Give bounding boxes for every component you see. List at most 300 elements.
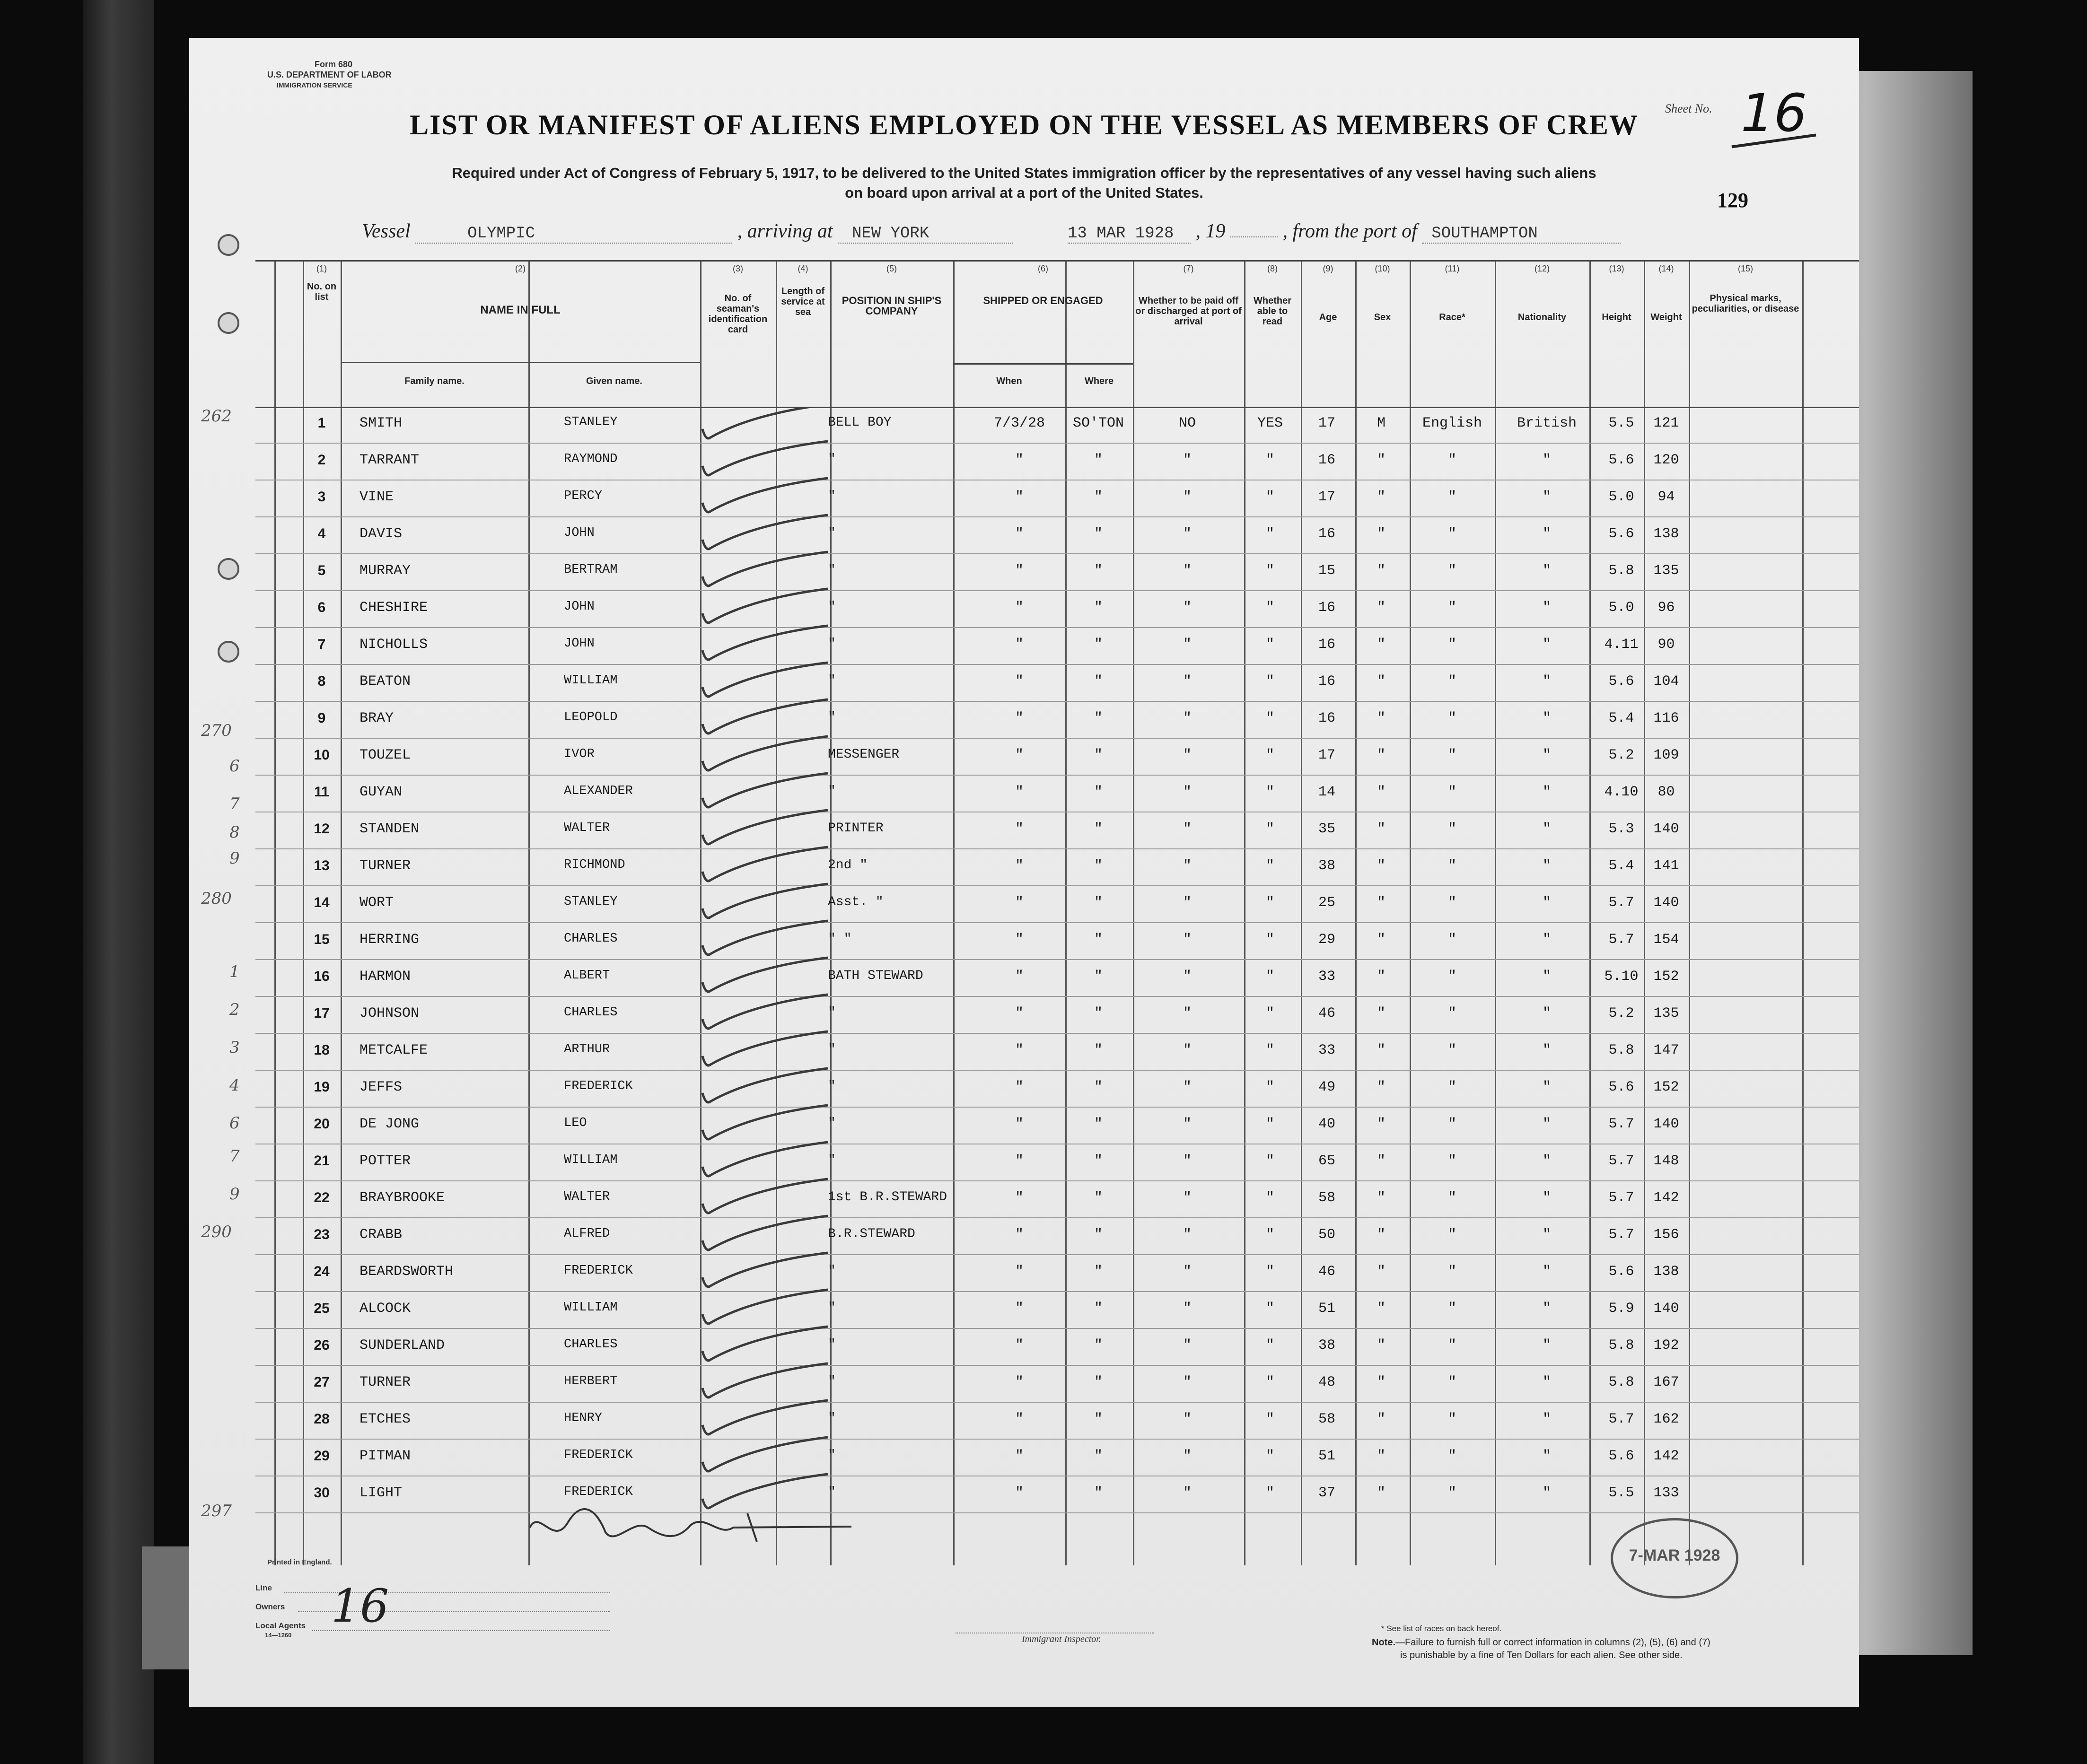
cell-wt: 152 bbox=[1653, 1079, 1679, 1095]
cell-when: " bbox=[1015, 489, 1024, 505]
cell-position: " bbox=[828, 489, 836, 504]
cell-read: " bbox=[1265, 1374, 1274, 1390]
cell-when: " bbox=[1015, 452, 1024, 468]
cell-sex: " bbox=[1377, 1337, 1385, 1354]
cell-ht: 5.2 bbox=[1608, 1005, 1634, 1022]
cell-when: " bbox=[1015, 1485, 1024, 1501]
cell-ht: 5.7 bbox=[1608, 1116, 1634, 1132]
cell-family: METCALFE bbox=[360, 1042, 428, 1058]
cell-wt: 152 bbox=[1653, 969, 1679, 985]
cell-wt: 135 bbox=[1653, 1005, 1679, 1022]
cell-paid: " bbox=[1183, 821, 1192, 837]
cell-age: 58 bbox=[1318, 1411, 1335, 1427]
table-row bbox=[255, 628, 1859, 665]
cell-position: " bbox=[828, 600, 836, 614]
cell-when: " bbox=[1015, 932, 1024, 948]
check-mark bbox=[702, 552, 828, 586]
cell-paid: " bbox=[1183, 1190, 1192, 1206]
cell-nat: " bbox=[1542, 1264, 1551, 1280]
cell-nat: " bbox=[1542, 932, 1551, 948]
table-row bbox=[255, 480, 1859, 517]
cell-nat: " bbox=[1542, 673, 1551, 690]
cell-wt: 94 bbox=[1657, 489, 1675, 505]
cell-ht: 5.7 bbox=[1608, 1227, 1634, 1243]
cell-position: " bbox=[828, 1005, 836, 1020]
cell-sex: " bbox=[1377, 1116, 1385, 1132]
stamp-date: 7-MAR 1928 bbox=[1629, 1546, 1720, 1564]
cell-ht: 5.8 bbox=[1608, 563, 1634, 579]
cell-family: GUYAN bbox=[360, 784, 403, 800]
binder-hole bbox=[218, 234, 239, 256]
cell-wt: 154 bbox=[1653, 932, 1679, 948]
header-top-rule bbox=[255, 260, 1859, 262]
cell-read: YES bbox=[1257, 415, 1283, 431]
cell-sex: " bbox=[1377, 1005, 1385, 1022]
cell-read: " bbox=[1265, 747, 1274, 763]
check-mark bbox=[702, 407, 828, 438]
margin-note: 7 bbox=[229, 795, 240, 813]
cell-paid: " bbox=[1183, 1264, 1192, 1280]
cell-ht: 5.0 bbox=[1608, 600, 1634, 616]
cell-position: " bbox=[828, 784, 836, 799]
cell-wt: 90 bbox=[1657, 637, 1675, 653]
cell-where: " bbox=[1094, 1116, 1103, 1132]
cell-race: " bbox=[1447, 452, 1456, 468]
check-mark bbox=[702, 441, 828, 475]
cell-sex: " bbox=[1377, 600, 1385, 616]
cell-nat: " bbox=[1542, 1337, 1551, 1354]
cell-sex: " bbox=[1377, 1485, 1385, 1501]
cell-position: " bbox=[828, 1374, 836, 1389]
cell-no: 23 bbox=[314, 1227, 330, 1242]
cell-position: " bbox=[828, 1301, 836, 1315]
cell-when: " bbox=[1015, 1153, 1024, 1169]
cell-age: 17 bbox=[1318, 489, 1335, 505]
cell-position: " bbox=[828, 710, 836, 725]
margin-note: 280 bbox=[201, 889, 232, 908]
cell-given: WALTER bbox=[564, 821, 610, 835]
cell-where: " bbox=[1094, 1190, 1103, 1206]
table-row bbox=[255, 1403, 1859, 1440]
check-mark bbox=[702, 810, 828, 844]
cell-no: 18 bbox=[314, 1042, 330, 1058]
col-num: (14) bbox=[1658, 264, 1674, 273]
check-mark bbox=[702, 1290, 828, 1324]
cell-race: " bbox=[1447, 969, 1456, 985]
cell-sex: " bbox=[1377, 489, 1385, 505]
cell-paid: " bbox=[1183, 1374, 1192, 1390]
check-marks bbox=[700, 407, 842, 1565]
cell-given: JOHN bbox=[564, 526, 595, 540]
cell-read: " bbox=[1265, 526, 1274, 542]
cell-read: " bbox=[1265, 1227, 1274, 1243]
cell-read: " bbox=[1265, 932, 1274, 948]
cell-given: CHARLES bbox=[564, 932, 618, 946]
cell-paid: " bbox=[1183, 563, 1192, 579]
margin-note: 8 bbox=[229, 823, 240, 842]
cell-race: " bbox=[1447, 710, 1456, 726]
check-mark bbox=[702, 515, 828, 549]
table-row bbox=[255, 849, 1859, 886]
col-head-height: Height bbox=[1602, 312, 1631, 323]
row-rule bbox=[255, 1512, 1859, 1513]
name-subhead-rule bbox=[341, 362, 700, 363]
cell-no: 5 bbox=[317, 563, 326, 578]
cell-no: 12 bbox=[314, 821, 330, 837]
cell-given: ARTHUR bbox=[564, 1042, 610, 1057]
cell-no: 26 bbox=[314, 1337, 330, 1353]
table-row bbox=[255, 1255, 1859, 1292]
col-num: (8) bbox=[1267, 264, 1278, 273]
cell-where: " bbox=[1094, 1448, 1103, 1464]
cell-ht: 5.8 bbox=[1608, 1337, 1634, 1354]
cell-ht: 5.10 bbox=[1604, 969, 1639, 985]
cell-when: " bbox=[1015, 1448, 1024, 1464]
cell-nat: " bbox=[1542, 1042, 1551, 1058]
cell-read: " bbox=[1265, 1153, 1274, 1169]
cell-where: " bbox=[1094, 932, 1103, 948]
cell-family: MURRAY bbox=[360, 563, 411, 579]
cell-paid: " bbox=[1183, 710, 1192, 726]
check-mark bbox=[702, 1142, 828, 1176]
cell-no: 27 bbox=[314, 1374, 330, 1390]
cell-when: " bbox=[1015, 1005, 1024, 1022]
cell-where: SO'TON bbox=[1072, 415, 1124, 431]
cell-race: " bbox=[1447, 1116, 1456, 1132]
cell-where: " bbox=[1094, 600, 1103, 616]
cell-ht: 5.4 bbox=[1608, 858, 1634, 874]
cell-race: " bbox=[1447, 563, 1456, 579]
cell-given: IVOR bbox=[564, 747, 595, 761]
cell-family: SMITH bbox=[360, 415, 403, 431]
cell-when: " bbox=[1015, 784, 1024, 800]
cell-race: " bbox=[1447, 673, 1456, 690]
margin-note: 2 bbox=[229, 1000, 240, 1019]
cell-no: 16 bbox=[314, 969, 330, 984]
cell-position: " bbox=[828, 1116, 836, 1131]
cell-given: WILLIAM bbox=[564, 673, 618, 688]
col-num: (1) bbox=[316, 264, 327, 273]
inspector-label: Immigrant Inspector. bbox=[1022, 1634, 1101, 1644]
cell-read: " bbox=[1265, 1005, 1274, 1022]
cell-wt: 109 bbox=[1653, 747, 1679, 763]
cell-given: WILLIAM bbox=[564, 1301, 618, 1315]
cell-age: 33 bbox=[1318, 969, 1335, 985]
race-note: * See list of races on back hereof. bbox=[1381, 1624, 1502, 1633]
cell-family: POTTER bbox=[360, 1153, 411, 1169]
cell-family: PITMAN bbox=[360, 1448, 411, 1464]
table-row bbox=[255, 1329, 1859, 1366]
cell-race: " bbox=[1447, 1079, 1456, 1095]
cell-position: B.R.STEWARD bbox=[828, 1227, 915, 1241]
cell-no: 29 bbox=[314, 1448, 330, 1464]
cell-nat: " bbox=[1542, 710, 1551, 726]
table-row bbox=[255, 1366, 1859, 1403]
cell-given: FREDERICK bbox=[564, 1264, 633, 1278]
cell-paid: NO bbox=[1178, 415, 1196, 431]
col-head-no: No. on list bbox=[307, 281, 337, 302]
cell-given: ALEXANDER bbox=[564, 784, 633, 798]
cell-where: " bbox=[1094, 1337, 1103, 1354]
cell-age: 35 bbox=[1318, 821, 1335, 837]
cell-nat: " bbox=[1542, 858, 1551, 874]
cell-position: " bbox=[828, 637, 836, 651]
printed-in: Printed in England. bbox=[267, 1558, 332, 1566]
cell-race: " bbox=[1447, 895, 1456, 911]
owners-label: Owners bbox=[255, 1602, 285, 1611]
cell-when: " bbox=[1015, 969, 1024, 985]
binder-hole bbox=[218, 641, 239, 663]
cell-race: " bbox=[1447, 1042, 1456, 1058]
check-mark bbox=[702, 1216, 828, 1250]
signature bbox=[520, 1499, 861, 1556]
cell-wt: 142 bbox=[1653, 1190, 1679, 1206]
cell-where: " bbox=[1094, 747, 1103, 763]
cell-wt: 140 bbox=[1653, 895, 1679, 911]
cell-read: " bbox=[1265, 1301, 1274, 1317]
cell-ht: 5.7 bbox=[1608, 1411, 1634, 1427]
col-head-length: Length of service at sea bbox=[781, 286, 825, 317]
cell-race: " bbox=[1447, 1411, 1456, 1427]
cell-nat: " bbox=[1542, 747, 1551, 763]
col-num: (5) bbox=[886, 264, 897, 273]
cell-family: LIGHT bbox=[360, 1485, 403, 1501]
cell-paid: " bbox=[1183, 1411, 1192, 1427]
margin-note: 1 bbox=[229, 962, 240, 981]
local-agents-value: 16 bbox=[331, 1580, 389, 1633]
cell-race: " bbox=[1447, 784, 1456, 800]
line-label: Line bbox=[255, 1583, 272, 1592]
cell-family: JEFFS bbox=[360, 1079, 403, 1095]
cell-given: STANLEY bbox=[564, 895, 618, 909]
cell-ht: 4.10 bbox=[1604, 784, 1639, 800]
table-row bbox=[255, 1071, 1859, 1108]
cell-position: " bbox=[828, 526, 836, 541]
cell-paid: " bbox=[1183, 1301, 1192, 1317]
col-head-position: POSITION IN SHIP'S COMPANY bbox=[842, 295, 942, 317]
cell-age: 37 bbox=[1318, 1485, 1335, 1501]
cell-family: ETCHES bbox=[360, 1411, 411, 1427]
cell-no: 3 bbox=[317, 489, 326, 505]
cell-nat: " bbox=[1542, 637, 1551, 653]
cell-given: STANLEY bbox=[564, 415, 618, 429]
col-num: (4) bbox=[798, 264, 808, 273]
cell-where: " bbox=[1094, 489, 1103, 505]
cell-read: " bbox=[1265, 1079, 1274, 1095]
cell-position: 2nd " bbox=[828, 858, 868, 873]
col-num: (11) bbox=[1445, 264, 1460, 273]
cell-age: 46 bbox=[1318, 1264, 1335, 1280]
table-row bbox=[255, 1218, 1859, 1255]
cell-wt: 121 bbox=[1653, 415, 1679, 431]
cell-wt: 138 bbox=[1653, 526, 1679, 542]
cell-when: " bbox=[1015, 637, 1024, 653]
cell-position: " bbox=[828, 1337, 836, 1352]
cell-position: BELL BOY bbox=[828, 415, 892, 430]
cell-where: " bbox=[1094, 526, 1103, 542]
cell-paid: " bbox=[1183, 1005, 1192, 1022]
col-head-id-card: No. of seaman's identification card bbox=[708, 293, 768, 335]
col-head-when: When bbox=[996, 376, 1022, 386]
cell-family: CHESHIRE bbox=[360, 600, 428, 616]
cell-race: " bbox=[1447, 1448, 1456, 1464]
form-number: Form 680 bbox=[315, 60, 353, 69]
cell-family: TURNER bbox=[360, 858, 411, 874]
check-mark bbox=[702, 1363, 828, 1397]
col-num: (7) bbox=[1183, 264, 1194, 273]
cell-sex: " bbox=[1377, 1448, 1385, 1464]
cell-when: " bbox=[1015, 1079, 1024, 1095]
cell-no: 21 bbox=[314, 1153, 330, 1169]
cell-when: " bbox=[1015, 858, 1024, 874]
cell-sex: " bbox=[1377, 452, 1385, 468]
cell-sex: " bbox=[1377, 1079, 1385, 1095]
cell-age: 51 bbox=[1318, 1301, 1335, 1317]
col-head-family: Family name. bbox=[404, 376, 465, 386]
cell-given: HENRY bbox=[564, 1411, 603, 1425]
cell-no: 14 bbox=[314, 895, 330, 910]
table-row bbox=[255, 554, 1859, 591]
vessel-line bbox=[362, 220, 1621, 244]
cell-where: " bbox=[1094, 1227, 1103, 1243]
table-row bbox=[255, 923, 1859, 960]
cell-age: 16 bbox=[1318, 452, 1335, 468]
cell-where: " bbox=[1094, 1264, 1103, 1280]
cell-where: " bbox=[1094, 1079, 1103, 1095]
cell-nat: " bbox=[1542, 1227, 1551, 1243]
cell-race: " bbox=[1447, 1005, 1456, 1022]
cell-race: " bbox=[1447, 1485, 1456, 1501]
cell-age: 65 bbox=[1318, 1153, 1335, 1169]
cell-age: 16 bbox=[1318, 526, 1335, 542]
cell-no: 24 bbox=[314, 1264, 330, 1279]
cell-no: 25 bbox=[314, 1301, 330, 1316]
cell-race: " bbox=[1447, 932, 1456, 948]
cell-given: JOHN bbox=[564, 600, 595, 614]
cell-nat: " bbox=[1542, 969, 1551, 985]
table-row bbox=[255, 517, 1859, 554]
cell-given: PERCY bbox=[564, 489, 603, 503]
margin-note: 290 bbox=[201, 1223, 232, 1241]
cell-family: NICHOLLS bbox=[360, 637, 428, 653]
check-mark bbox=[702, 1437, 828, 1471]
arriving-port: NEW YORK bbox=[838, 225, 1013, 244]
cell-family: HERRING bbox=[360, 932, 420, 948]
cell-race: " bbox=[1447, 600, 1456, 616]
cell-no: 7 bbox=[317, 637, 326, 652]
cell-age: 51 bbox=[1318, 1448, 1335, 1464]
table-row bbox=[255, 960, 1859, 997]
cell-wt: 96 bbox=[1657, 600, 1675, 616]
cell-sex: " bbox=[1377, 1153, 1385, 1169]
cell-sex: " bbox=[1377, 969, 1385, 985]
cell-given: BERTRAM bbox=[564, 563, 618, 577]
cell-paid: " bbox=[1183, 1116, 1192, 1132]
col-head-nationality: Nationality bbox=[1517, 312, 1567, 323]
cell-sex: " bbox=[1377, 1264, 1385, 1280]
cell-where: " bbox=[1094, 1485, 1103, 1501]
cell-read: " bbox=[1265, 600, 1274, 616]
cell-given: CHARLES bbox=[564, 1337, 618, 1352]
sheet-label: Sheet No. bbox=[1665, 102, 1712, 115]
cell-when: " bbox=[1015, 1042, 1024, 1058]
cell-race: " bbox=[1447, 637, 1456, 653]
cell-ht: 5.8 bbox=[1608, 1042, 1634, 1058]
table-row bbox=[255, 1476, 1859, 1513]
cell-wt: 148 bbox=[1653, 1153, 1679, 1169]
cell-age: 17 bbox=[1318, 415, 1335, 431]
cell-where: " bbox=[1094, 673, 1103, 690]
cell-no: 9 bbox=[317, 710, 326, 726]
cell-sex: " bbox=[1377, 1374, 1385, 1390]
col-head-age: Age bbox=[1319, 312, 1337, 323]
manifest-table bbox=[255, 260, 1859, 1565]
cell-position: " bbox=[828, 563, 836, 577]
cell-read: " bbox=[1265, 1190, 1274, 1206]
check-mark bbox=[702, 1253, 828, 1287]
cell-ht: 5.2 bbox=[1608, 747, 1634, 763]
port-stamp bbox=[1611, 1518, 1738, 1598]
cell-read: " bbox=[1265, 1042, 1274, 1058]
cell-family: DAVIS bbox=[360, 526, 403, 542]
cell-age: 46 bbox=[1318, 1005, 1335, 1022]
cell-sex: " bbox=[1377, 1227, 1385, 1243]
col-num: (12) bbox=[1534, 264, 1550, 273]
cell-sex: " bbox=[1377, 895, 1385, 911]
cell-family: TARRANT bbox=[360, 452, 420, 468]
col-num: (10) bbox=[1375, 264, 1390, 273]
from-port-label: , from the port of bbox=[1282, 220, 1417, 242]
cell-no: 10 bbox=[314, 747, 330, 763]
cell-nat: British bbox=[1517, 415, 1577, 431]
cell-wt: 162 bbox=[1653, 1411, 1679, 1427]
cell-age: 15 bbox=[1318, 563, 1335, 579]
cell-read: " bbox=[1265, 489, 1274, 505]
cell-sex: " bbox=[1377, 858, 1385, 874]
table-row bbox=[255, 407, 1859, 444]
cell-when: " bbox=[1015, 1411, 1024, 1427]
margin-note: 6 bbox=[229, 1114, 240, 1133]
cell-ht: 5.8 bbox=[1608, 1374, 1634, 1390]
reference-number: 129 bbox=[1717, 189, 1748, 212]
cell-position: " " bbox=[828, 932, 852, 946]
cell-no: 2 bbox=[317, 452, 326, 468]
cell-family: DE JONG bbox=[360, 1116, 420, 1132]
cell-ht: 5.7 bbox=[1608, 1153, 1634, 1169]
cell-paid: " bbox=[1183, 895, 1192, 911]
check-mark bbox=[702, 958, 828, 992]
check-mark bbox=[702, 995, 828, 1029]
cell-paid: " bbox=[1183, 932, 1192, 948]
cell-when: " bbox=[1015, 1190, 1024, 1206]
cell-ht: 4.11 bbox=[1604, 637, 1639, 653]
cell-age: 16 bbox=[1318, 673, 1335, 690]
cell-age: 33 bbox=[1318, 1042, 1335, 1058]
cell-family: JOHNSON bbox=[360, 1005, 420, 1022]
cell-family: HARMON bbox=[360, 969, 411, 985]
col-head-paid-off: Whether to be paid off or discharged at port of arrival bbox=[1135, 296, 1242, 327]
from-port: SOUTHAMPTON bbox=[1422, 225, 1621, 244]
cell-wt: 192 bbox=[1653, 1337, 1679, 1354]
cell-position: " bbox=[828, 1485, 836, 1500]
cell-sex: " bbox=[1377, 821, 1385, 837]
sheet-number: 16 bbox=[1741, 83, 1807, 143]
cell-sex: " bbox=[1377, 747, 1385, 763]
table-row bbox=[255, 1034, 1859, 1071]
cell-wt: 156 bbox=[1653, 1227, 1679, 1243]
check-mark bbox=[702, 736, 828, 770]
year-label: , 19 bbox=[1195, 220, 1226, 242]
